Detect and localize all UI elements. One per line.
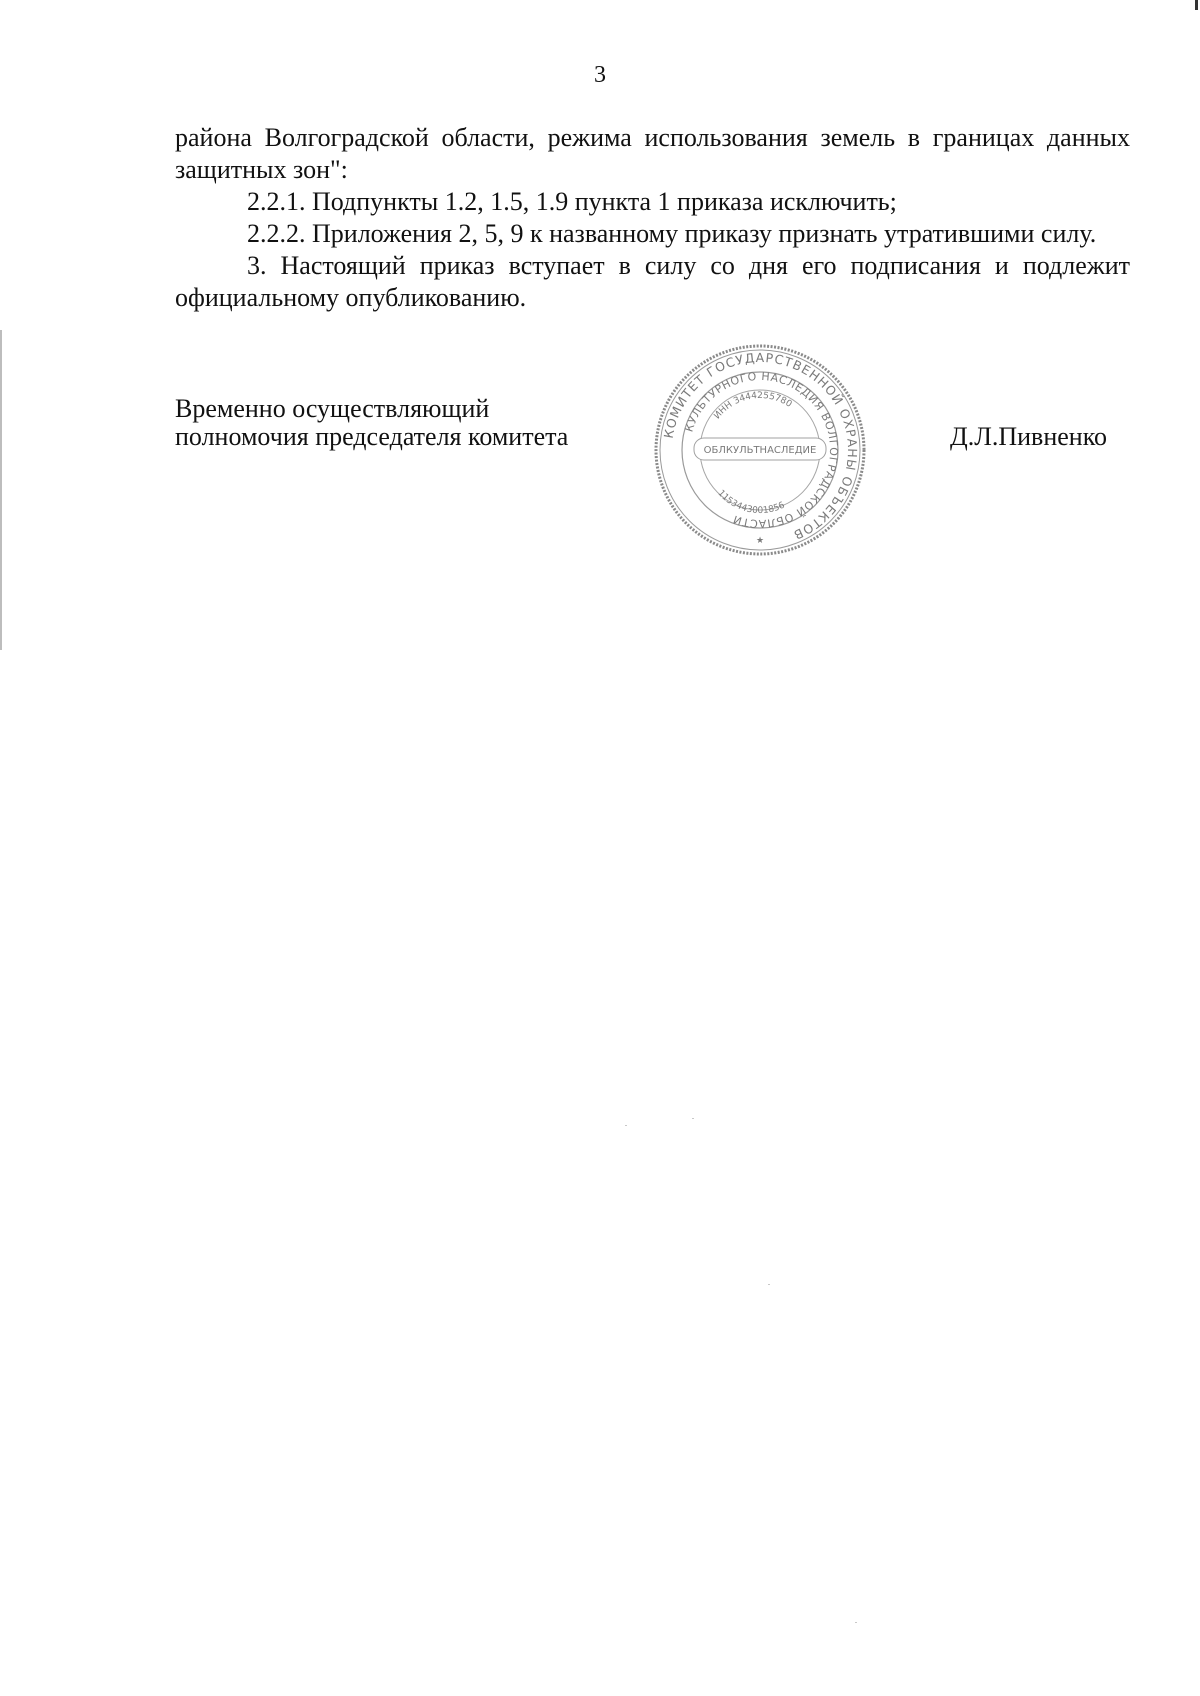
scan-speck [768, 1284, 770, 1285]
paragraph-2-2-2: 2.2.2. Приложения 2, 5, 9 к названному приказу признать утратившими силу. [247, 219, 1097, 248]
seal-outer-text: КОМИТЕТ ГОСУДАРСТВЕННОЙ ОХРАНЫ ОБЪЕКТОВ [660, 349, 861, 544]
scan-speck [855, 1622, 857, 1623]
official-seal-stamp [650, 340, 870, 560]
scan-speck [625, 1125, 627, 1126]
signatory-title-line-1: Временно осуществляющий [175, 394, 490, 423]
signatory-title [175, 395, 568, 451]
paragraph-continuation: района Волгоградской области, режима использования земель в границах данных защитных зон": [175, 123, 1130, 184]
paragraph-2-2-1: 2.2.1. Подпункты 1.2, 1.5, 1.9 пункта 1 приказа исключить; [247, 187, 897, 216]
scan-corner-mark [1195, 0, 1198, 10]
page-number: 3 [594, 62, 606, 88]
scan-speck [692, 1118, 694, 1119]
paragraph-3: 3. Настоящий приказ вступает в силу со дня его подписания и подлежит официальному опубликованию. [175, 251, 1130, 312]
seal-ogrn-text: 1153443001856 [715, 488, 787, 517]
signatory-name: Д.Л.Пивненко [950, 422, 1108, 451]
seal-center-text: ОБЛКУЛЬТНАСЛЕДИЕ [703, 445, 817, 456]
seal-inner-text: КУЛЬТУРНОГО НАСЛЕДИЯ ВОЛГОГРАДСКОЙ ОБЛАСТИ [682, 369, 841, 531]
seal-inn-text: ИНН 3444255780 [712, 390, 794, 422]
signatory-title-line-2: полномочия председателя комитета [175, 422, 569, 451]
seal-graphic [650, 340, 870, 560]
scan-edge-mark [0, 330, 2, 650]
seal-star-icon: ★ [755, 536, 765, 546]
document-body [175, 122, 1130, 314]
